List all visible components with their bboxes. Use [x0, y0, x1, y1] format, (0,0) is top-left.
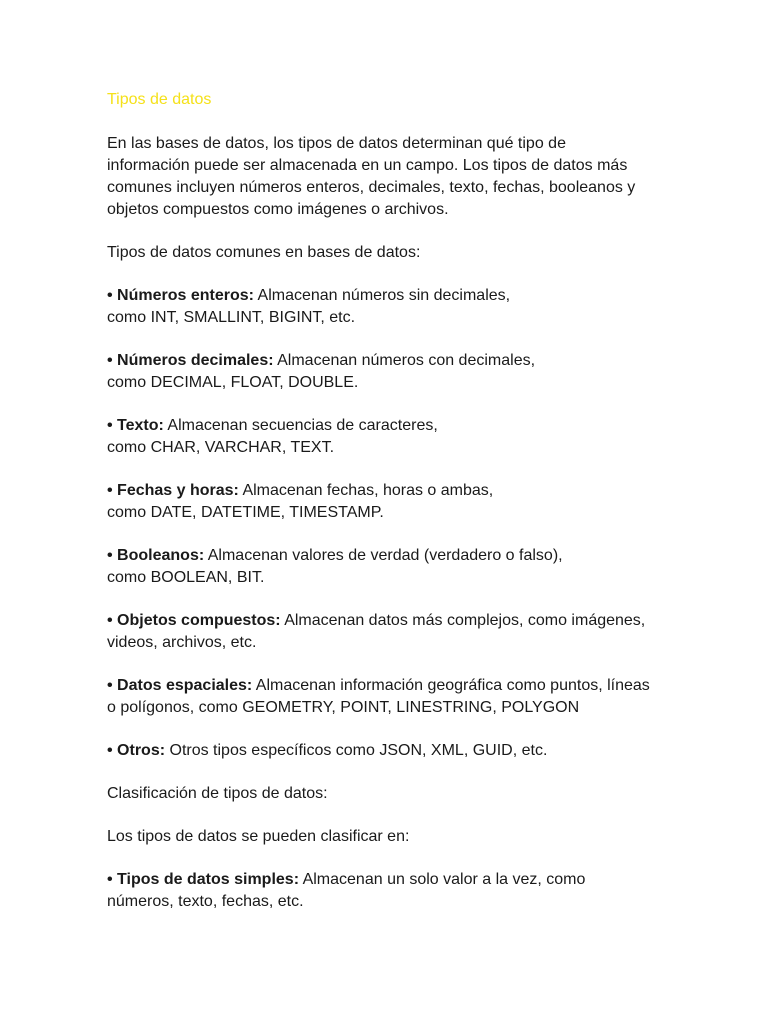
bullet-second-line: como DECIMAL, FLOAT, DOUBLE.: [107, 374, 359, 391]
bullet-term: • Números decimales:: [107, 352, 274, 369]
classification-list: [107, 869, 677, 913]
bullet-second-line: como DATE, DATETIME, TIMESTAMP.: [107, 504, 384, 521]
classification-heading: Clasificación de tipos de datos:: [107, 785, 328, 802]
bullet-second-line: números, texto, fechas, etc.: [107, 893, 304, 910]
bullet-first-line: [107, 740, 677, 762]
bullet-item: [107, 740, 677, 762]
document-page: [107, 88, 677, 934]
intro-line: información puede ser almacenada en un campo. Los tipos de datos más: [107, 157, 628, 174]
bullet-first-line: [107, 480, 677, 502]
document-title: Tipos de datos: [107, 91, 212, 108]
bullet-item: [107, 545, 677, 589]
bullet-description: Almacenan números sin decimales,: [253, 287, 511, 304]
bullet-first-line: [107, 285, 677, 307]
bullet-item: [107, 480, 677, 524]
bullet-term: • Otros:: [107, 742, 166, 759]
bullet-description: Almacenan fechas, horas o ambas,: [238, 482, 494, 499]
bullet-first-line: [107, 675, 677, 697]
bullet-item: [107, 350, 677, 394]
bullet-item: [107, 869, 677, 913]
classification-intro: Los tipos de datos se pueden clasificar en:: [107, 828, 410, 845]
bullet-first-line: [107, 545, 677, 567]
bullet-term: • Objetos compuestos:: [107, 612, 281, 629]
bullet-second-line: videos, archivos, etc.: [107, 634, 257, 651]
bullet-description: Almacenan información geográfica como puntos, líneas: [252, 677, 650, 694]
intro-line: objetos compuestos como imágenes o archivos.: [107, 201, 449, 218]
intro-line: comunes incluyen números enteros, decimales, texto, fechas, booleanos y: [107, 179, 636, 196]
bullet-term: • Fechas y horas:: [107, 482, 239, 499]
bullet-second-line: o polígonos, como GEOMETRY, POINT, LINESTRING, POLYGON: [107, 699, 580, 716]
bullet-second-line: como CHAR, VARCHAR, TEXT.: [107, 439, 335, 456]
bullet-description: Almacenan un solo valor a la vez, como: [299, 871, 586, 888]
bullet-description: Almacenan valores de verdad (verdadero o falso),: [204, 547, 563, 564]
bullet-description: Almacenan secuencias de caracteres,: [163, 417, 438, 434]
bullet-second-line: como BOOLEAN, BIT.: [107, 569, 265, 586]
bullet-description: Almacenan datos más complejos, como imágenes,: [280, 612, 646, 629]
bullet-term: • Datos espaciales:: [107, 677, 253, 694]
bullet-item: [107, 285, 677, 329]
bullet-term: • Texto:: [107, 417, 164, 434]
types-list: [107, 285, 677, 762]
bullet-second-line: como INT, SMALLINT, BIGINT, etc.: [107, 309, 356, 326]
bullet-term: • Tipos de datos simples:: [107, 871, 300, 888]
bullet-item: [107, 675, 677, 719]
bullet-description: Almacenan números con decimales,: [273, 352, 536, 369]
bullet-first-line: [107, 869, 677, 891]
intro-paragraph: [107, 133, 677, 221]
bullet-item: [107, 415, 677, 459]
bullet-term: • Números enteros:: [107, 287, 254, 304]
common-types-heading: Tipos de datos comunes en bases de datos:: [107, 244, 421, 261]
bullet-item: [107, 610, 677, 654]
bullet-term: • Booleanos:: [107, 547, 205, 564]
bullet-first-line: [107, 415, 677, 437]
bullet-first-line: [107, 610, 677, 632]
bullet-description: Otros tipos específicos como JSON, XML, GUID, etc.: [165, 742, 548, 759]
bullet-first-line: [107, 350, 677, 372]
intro-line: En las bases de datos, los tipos de datos determinan qué tipo de: [107, 135, 566, 152]
